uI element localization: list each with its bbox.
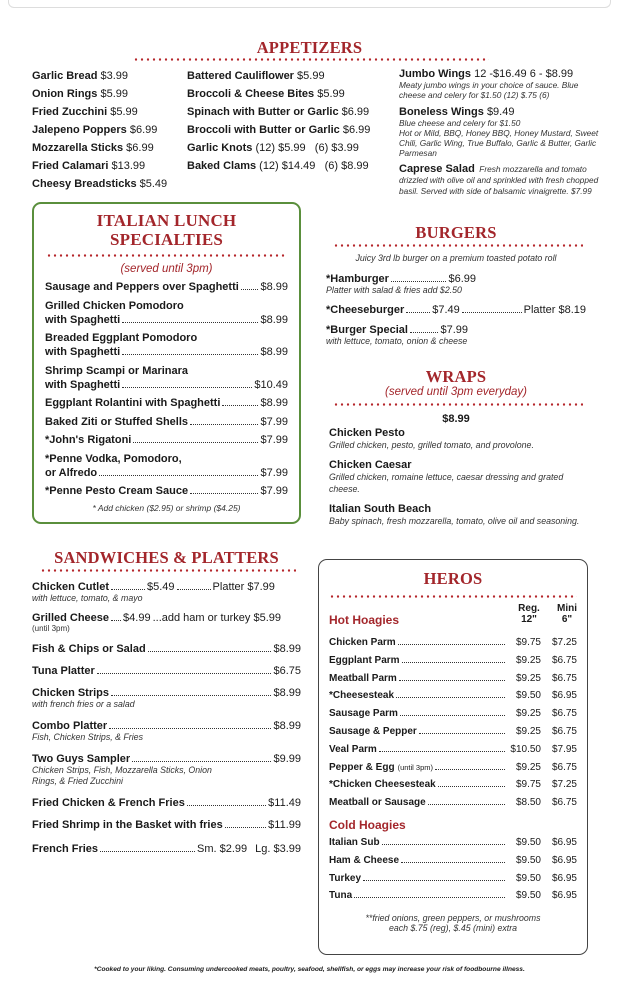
burgers-list — [326, 273, 586, 346]
appetizer-item — [32, 103, 182, 121]
appetizer-name: Mozzarella Sticks — [32, 142, 124, 154]
italian-item-price: $7.99 — [260, 466, 288, 479]
italian-item-name: Shrimp Scampi or Marinara — [45, 364, 189, 377]
wrap-item — [329, 427, 584, 451]
hero-reg-price: $9.50 — [515, 836, 541, 848]
appetizer-name: Garlic Knots — [187, 142, 253, 154]
appetizer-item — [32, 175, 182, 193]
wraps-subtitle: (served until 3pm everyday) — [385, 386, 527, 398]
appetizer-price: $3.99 — [100, 70, 129, 82]
boneless-wings-desc: Blue cheese and celery for $1.50 — [399, 118, 521, 128]
appetizer-name: Broccoli & Cheese Bites — [187, 88, 315, 100]
wrap-name: Chicken Caesar — [329, 459, 412, 471]
italian-items — [34, 275, 299, 498]
hero-item — [329, 723, 577, 741]
italian-item-price: $7.99 — [260, 434, 288, 446]
hero-mini-price: $7.25 — [551, 637, 577, 648]
appetizer-price: $5.49 — [139, 178, 168, 190]
sandwich-price: $11.49 — [268, 797, 301, 809]
hero-item — [329, 759, 577, 777]
sandwich-price: $11.99 — [268, 819, 301, 831]
sandwiches-title: SANDWICHES & PLATTERS — [54, 548, 279, 567]
hero-item — [329, 652, 577, 670]
hamburger-row: *Hamburger $6.99 — [326, 273, 476, 285]
wrap-desc: Baby spinach, fresh mozzarella, tomato, olive oil and seasoning. — [329, 516, 580, 526]
appetizer-name: Fried Zucchini — [32, 106, 108, 118]
sandwich-item — [32, 819, 301, 831]
sandwich-name: Fried Chicken & French Fries — [32, 797, 185, 809]
hero-name: *Cheesesteak — [329, 690, 395, 702]
hero-name: Sausage & Pepper — [329, 725, 417, 737]
hero-item — [329, 741, 577, 759]
hero-mini-price: $7.95 — [551, 743, 577, 755]
sandwich-price: $8.99 — [273, 720, 301, 732]
hot-hoagies-title: Hot Hoagies — [329, 613, 400, 627]
sandwich-item — [32, 665, 301, 677]
italian-subtitle: (served until 3pm) — [120, 263, 213, 275]
hero-name: Tuna — [329, 890, 353, 902]
appetizer-price: $6.99 — [341, 106, 370, 118]
cold-hoagies-list — [319, 832, 587, 905]
french-fries-row: French Fries Sm. $2.99 Lg. $3.99 — [32, 843, 301, 855]
boneless-wings-sauces: Hot or Mild, BBQ, Honey BBQ, Honey Mustard, Sweet Chili, Garlic Wing, True Buffalo, Garlic & Butter, Garlic Parmesan — [399, 128, 599, 158]
hero-name: Meatball or Sausage — [329, 797, 426, 809]
hero-item — [329, 705, 577, 723]
italian-item-price: $7.99 — [260, 485, 288, 497]
heros-size-header — [319, 603, 587, 629]
appetizer-name: Baked Clams — [187, 160, 257, 172]
italian-item-price: $8.99 — [260, 313, 288, 326]
appetizer-name: Onion Rings — [32, 88, 98, 100]
hot-hoagies-list — [319, 632, 587, 812]
sandwich-name: Fried Shrimp in the Basket with fries — [32, 819, 223, 831]
sandwich-name: Combo Platter — [32, 720, 108, 732]
sandwiches-list — [32, 581, 301, 855]
appetizer-item — [187, 103, 392, 121]
italian-item-name-2: with Spaghetti — [45, 346, 121, 358]
hero-reg-price: $9.25 — [515, 672, 541, 684]
italian-item-name: Baked Ziti or Stuffed Shells — [45, 415, 189, 428]
appetizer-item — [187, 67, 392, 85]
hero-note: (until 3pm) — [397, 762, 434, 772]
wrap-desc: Grilled chicken, pesto, grilled tomato, and provolone. — [329, 440, 534, 450]
heros-divider — [329, 595, 577, 598]
sandwich-desc: Fish, Chicken Strips, & Fries — [32, 732, 143, 742]
appetizer-item — [32, 157, 182, 175]
hero-item — [329, 776, 577, 794]
hero-reg-price: $9.50 — [515, 854, 541, 866]
hero-mini-price: $7.25 — [551, 779, 577, 791]
appetizer-item — [32, 85, 182, 103]
hero-mini-price: $6.75 — [551, 672, 577, 684]
top-edge — [8, 0, 611, 8]
italian-title-line-1: ITALIAN LUNCH — [96, 211, 237, 230]
italian-item — [45, 484, 288, 498]
heros-title: HEROS — [423, 569, 483, 588]
appetizer-item — [187, 121, 392, 139]
italian-item-name: Grilled Chicken Pomodoro — [45, 299, 184, 312]
italian-item-price: $8.99 — [260, 397, 288, 409]
hero-item — [329, 687, 577, 705]
sandwich-item — [32, 797, 301, 809]
wrap-name: Italian South Beach — [329, 503, 432, 515]
italian-item-name: *Penne Pesto Cream Sauce — [45, 485, 189, 497]
burgers-title: BURGERS — [415, 223, 497, 242]
hero-reg-price: $9.25 — [515, 725, 541, 737]
appetizer-name: Spinach with Butter or Garlic — [187, 106, 339, 118]
appetizer-name: Fried Calamari — [32, 160, 109, 172]
hero-reg-price: $9.50 — [515, 872, 541, 884]
hero-mini-price: $6.95 — [551, 690, 577, 702]
wrap-item — [329, 503, 584, 527]
hero-mini-price: $6.75 — [551, 708, 577, 720]
italian-item-name: Eggplant Rolantini with Spaghetti — [45, 397, 221, 409]
jumbo-wings: Jumbo Wings 12 -$16.49 6 - $8.99 — [399, 68, 574, 80]
appetizer-name: Broccoli with Butter or Garlic — [187, 124, 340, 136]
appetizers-title: APPETIZERS — [256, 38, 363, 57]
italian-item-price: $7.99 — [260, 415, 288, 428]
italian-item-name-2: or Alfredo — [45, 466, 98, 479]
hero-name: Italian Sub — [329, 836, 380, 848]
wrap-desc: Grilled chicken, romaine lettuce, caesar dressing and grated cheese. — [329, 472, 564, 494]
hero-mini-price: $6.75 — [551, 761, 577, 773]
hero-name: Pepper & Egg — [329, 761, 395, 773]
appetizer-price: (12) $5.99 (6) $3.99 — [255, 142, 359, 154]
italian-item-name: Breaded Eggplant Pomodoro — [45, 332, 198, 344]
appetizers-divider — [133, 58, 489, 61]
sandwich-price: $8.99 — [273, 687, 301, 699]
sandwich-item — [32, 643, 301, 655]
hero-reg-price: $9.75 — [515, 637, 541, 648]
hamburger-desc: Platter with salad & fries add $2.50 — [326, 285, 462, 295]
hero-reg-price: $9.25 — [515, 761, 541, 773]
appetizers-column-3 — [399, 68, 599, 196]
sandwich-item — [32, 753, 301, 787]
hero-item — [329, 852, 577, 870]
appetizer-name: Cheesy Breadsticks — [32, 178, 137, 190]
sandwiches-divider — [40, 569, 296, 572]
appetizer-item — [187, 85, 392, 103]
sandwich-desc: Chicken Strips, Fish, Mozzarella Sticks, Onion Rings, & Fried Zucchini — [32, 765, 212, 786]
wraps-divider — [333, 403, 583, 406]
burgers-divider — [333, 244, 583, 247]
appetizer-name: Battered Cauliflower — [187, 70, 294, 82]
heros-note-2: each $.75 (reg), $.45 (mini) extra — [388, 923, 518, 934]
heros-box — [318, 559, 588, 955]
hero-name: Meatball Parm — [329, 672, 397, 684]
hero-reg-price: $9.25 — [515, 708, 541, 720]
appetizer-price: $13.99 — [111, 160, 146, 172]
hero-mini-price: $6.95 — [551, 890, 577, 902]
hero-name: Chicken Parm — [329, 637, 396, 648]
italian-item — [45, 396, 288, 410]
italian-item — [45, 415, 288, 429]
appetizer-item — [187, 139, 392, 157]
appetizers-column-1 — [32, 67, 182, 193]
italian-item-name: Sausage and Peppers over Spaghetti — [45, 281, 239, 293]
hero-reg-price: $9.25 — [515, 654, 541, 666]
footer-disclaimer: *Cooked to your liking. Consuming undercooked meats, poultry, seafood, shellfish, or eggs may increase your risk of foodbourne illness. — [94, 966, 525, 973]
italian-item — [45, 433, 288, 447]
wraps-title: WRAPS — [425, 367, 487, 386]
wraps-price: $8.99 — [442, 413, 470, 425]
sandwich-item — [32, 720, 301, 743]
hero-name: Veal Parm — [329, 743, 377, 755]
italian-item-name-2: with Spaghetti — [45, 313, 121, 326]
sandwich-item — [32, 687, 301, 710]
italian-item-price: $8.99 — [260, 346, 288, 358]
hero-item — [329, 670, 577, 688]
italian-item — [45, 280, 288, 294]
chicken-cutlet-row: Chicken Cutlet $5.49 Platter $7.99 — [32, 581, 275, 593]
appetizer-name: Garlic Bread — [32, 70, 98, 82]
burgers-subtitle: Juicy 3rd lb burger on a premium toasted potato roll — [355, 253, 557, 263]
appetizer-item — [32, 67, 182, 85]
hero-mini-price: $6.75 — [551, 797, 577, 809]
italian-item-price: $10.49 — [254, 378, 288, 391]
appetizer-price: $5.99 — [100, 88, 128, 100]
hero-name: Eggplant Parm — [329, 654, 400, 666]
italian-item-name-2: with Spaghetti — [45, 378, 121, 391]
italian-item — [45, 364, 288, 392]
mini-size-header: Mini 6" — [557, 603, 577, 625]
sandwich-name: Tuna Platter — [32, 665, 95, 677]
italian-item — [45, 299, 288, 327]
hero-mini-price: $6.75 — [551, 725, 577, 737]
sandwich-desc: with french fries or a salad — [32, 699, 135, 709]
grilled-cheese-desc: (until 3pm) — [32, 624, 70, 633]
sandwich-name: Two Guys Sampler — [32, 753, 131, 765]
heros-note-1: **fried onions, green peppers, or mushrooms — [365, 913, 541, 924]
italian-divider — [46, 254, 287, 257]
appetizer-price: (12) $14.49 (6) $8.99 — [259, 160, 369, 172]
wraps-items — [329, 427, 584, 535]
cheeseburger-row: *Cheeseburger $7.49 Platter $8.19 — [326, 304, 586, 316]
sandwich-price: $9.99 — [273, 753, 301, 765]
italian-note: * Add chicken ($2.95) or shrimp ($4.25) — [92, 503, 241, 513]
hero-reg-price: $9.50 — [515, 890, 541, 902]
hero-mini-price: $6.95 — [551, 836, 577, 848]
hero-mini-price: $6.95 — [551, 872, 577, 884]
appetizer-price: $5.99 — [110, 106, 138, 118]
hero-reg-price: $10.50 — [510, 743, 541, 755]
italian-item-name: *Penne Vodka, Pomodoro, — [45, 452, 182, 465]
chicken-cutlet-desc: with lettuce, tomato, & mayo — [32, 593, 143, 603]
appetizer-item — [32, 139, 182, 157]
italian-item — [45, 331, 288, 359]
italian-title-line-2: SPECIALTIES — [109, 230, 224, 249]
sandwich-name: Chicken Strips — [32, 687, 110, 699]
sandwich-price: $6.75 — [273, 665, 301, 677]
appetizer-price: $5.99 — [317, 88, 345, 100]
hero-item — [329, 794, 577, 812]
hero-name: Sausage Parm — [329, 708, 398, 720]
sandwich-price: $8.99 — [273, 643, 301, 655]
appetizers-column-2 — [187, 67, 392, 175]
reg-size-header: Reg. 12" — [518, 603, 540, 625]
appetizer-name: Jalepeno Poppers — [32, 124, 127, 136]
burger-special-row: *Burger Special $7.99 — [326, 324, 468, 336]
appetizer-price: $6.99 — [129, 124, 158, 136]
appetizer-price: $6.99 — [126, 142, 154, 154]
hero-reg-price: $9.50 — [515, 690, 541, 702]
italian-item-name: *John's Rigatoni — [45, 434, 132, 446]
boneless-wings: Boneless Wings $9.49 — [399, 106, 515, 118]
hero-mini-price: $6.95 — [551, 854, 577, 866]
hero-name: Ham & Cheese — [329, 854, 400, 866]
hero-reg-price: $9.75 — [515, 779, 541, 791]
appetizer-price: $5.99 — [297, 70, 325, 82]
appetizer-item — [32, 121, 182, 139]
sandwich-name: Fish & Chips or Salad — [32, 643, 146, 655]
appetizer-item — [187, 157, 392, 175]
italian-item — [45, 452, 288, 480]
italian-specialties-box — [32, 202, 301, 524]
hero-name: Turkey — [329, 872, 362, 884]
jumbo-wings-desc: Meaty jumbo wings in your choice of sauce. Blue cheese and celery for $1.50 (12) $.75 (6) — [399, 80, 579, 100]
cold-hoagies-title: Cold Hoagies — [329, 817, 406, 832]
hero-name: *Chicken Cheesesteak — [329, 779, 436, 791]
grilled-cheese-row: Grilled Cheese $4.99 ...add ham or turkey $5.99 — [32, 612, 281, 624]
wrap-name: Chicken Pesto — [329, 427, 405, 439]
hero-mini-price: $6.75 — [551, 654, 577, 666]
hero-item — [329, 870, 577, 888]
caprese-salad: Caprese Salad Fresh mozzarella and tomato drizzled with olive oil and sprinkled with fresh chopped basil. Served with side of balsamic vinaigrette. $7.99 — [399, 163, 599, 196]
burger-special-desc: with lettuce, tomato, onion & cheese — [326, 336, 468, 346]
hero-item — [329, 834, 577, 852]
hero-reg-price: $8.50 — [515, 797, 541, 809]
hero-item — [329, 634, 577, 652]
italian-item-price: $8.99 — [260, 281, 288, 293]
appetizer-price: $6.99 — [342, 124, 371, 136]
hero-item — [329, 887, 577, 905]
wrap-item — [329, 459, 584, 495]
